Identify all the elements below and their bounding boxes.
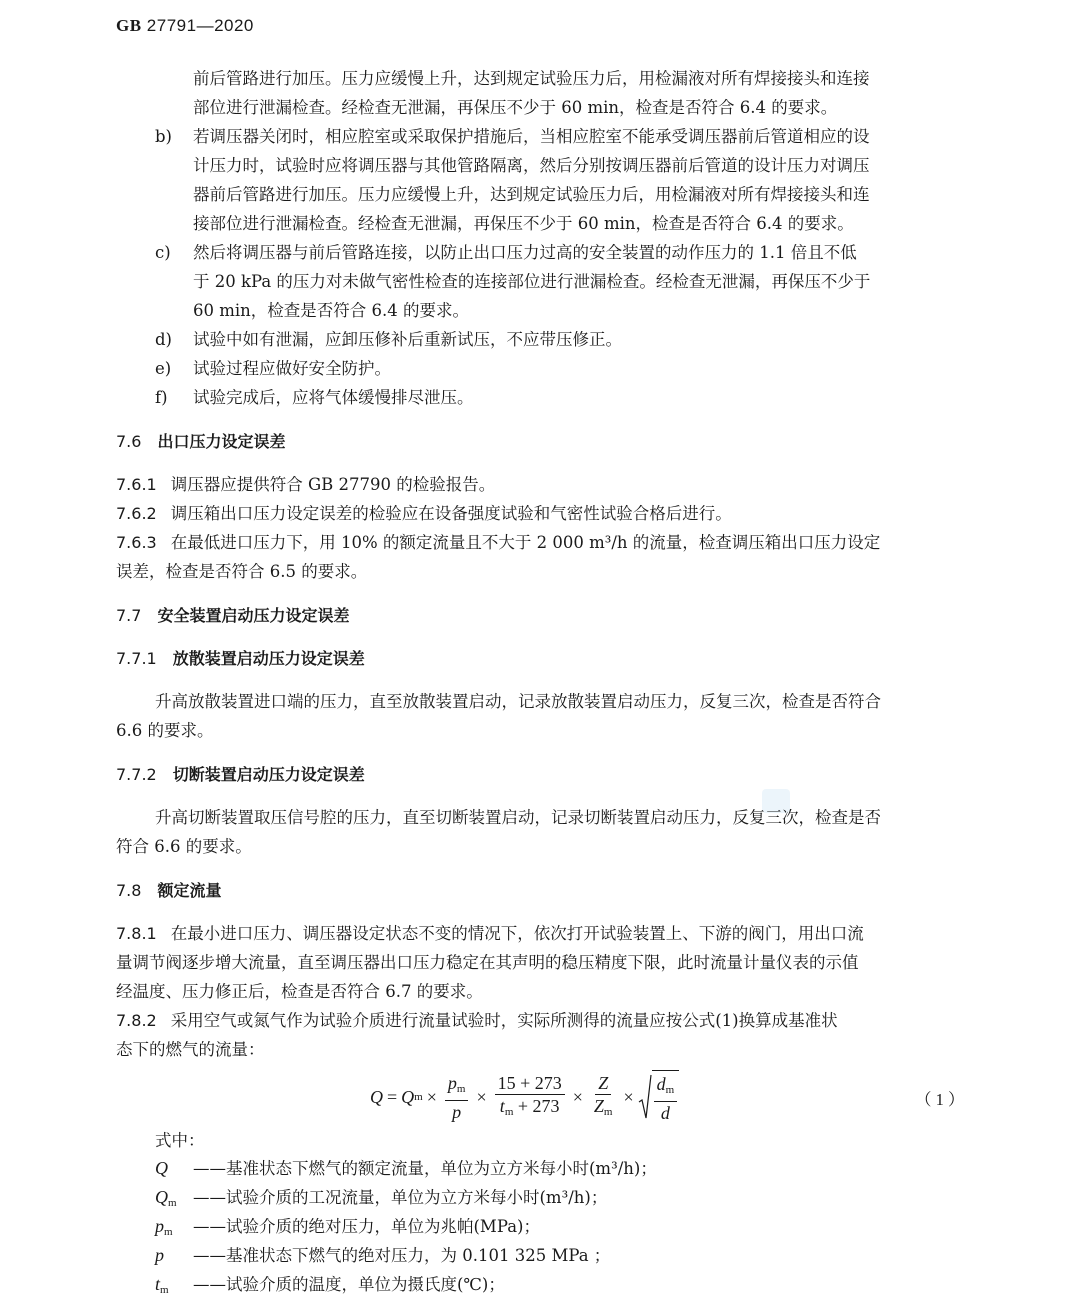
clause-number: 7.6.3 xyxy=(116,533,157,552)
section-title: 切断装置启动压力设定误差 xyxy=(172,765,365,784)
clause-continuation: 误差，检查是否符合 6.5 的要求。 xyxy=(116,562,368,581)
formula-symbol: d xyxy=(656,1074,666,1094)
list-line: 试验中如有泄漏，应卸压修补后重新试压，不应带压修正。 xyxy=(193,330,622,349)
clause-continuation: 量调节阀逐步增大流量，直至调压器出口压力稳定在其声明的稳压精度下限，此时流量计量仪表的示值 xyxy=(116,953,859,972)
square-root xyxy=(638,1070,680,1124)
definition-text: ——试验介质的工况流量，单位为立方米每小时(m³/h)； xyxy=(193,1188,608,1207)
formula-operator: × xyxy=(572,1086,583,1107)
definition-symbol: p xyxy=(155,1216,164,1236)
formula-symbol: p xyxy=(452,1101,462,1122)
formula-term: + 273 xyxy=(513,1095,560,1116)
definition-row xyxy=(155,1215,540,1243)
definition-row xyxy=(155,1273,505,1301)
radical-sign-icon xyxy=(638,1074,652,1120)
section-title: 放散装置启动压力设定误差 xyxy=(172,649,365,668)
section-number: 7.7 xyxy=(116,606,142,625)
definition-subscript: m xyxy=(168,1197,177,1209)
list-line: 器前后管路进行加压。压力应缓慢上升，达到规定试验压力后，用检漏液对所有焊接接头和连 xyxy=(193,185,870,204)
formula-symbol: p xyxy=(447,1072,457,1093)
paragraph-line: 6.6 的要求。 xyxy=(116,721,214,740)
section-heading-7-7-2 xyxy=(116,764,365,786)
clause-7-8-1 xyxy=(116,923,864,945)
where-label: 式中： xyxy=(155,1131,205,1150)
formula-operator: × xyxy=(623,1086,634,1107)
list-line: 接部位进行泄漏检查。经检查无泄漏，再保压不少于 60 min，检查是否符合 6.4 的要求。 xyxy=(193,214,854,233)
list-label-c: c) xyxy=(155,243,171,262)
formula-operator: = xyxy=(387,1086,398,1107)
list-line: 若调压器关闭时，相应腔室或采取保护措施后，当相应腔室不能承受调压器前后管道相应的设 xyxy=(193,127,870,146)
section-heading-7-7 xyxy=(116,605,349,627)
formula-symbol: Z xyxy=(598,1072,609,1093)
clause-continuation: 态下的燃气的流量： xyxy=(116,1040,265,1059)
formula-operator: × xyxy=(476,1086,487,1107)
list-line: 然后将调压器与前后管路连接，以防止出口压力过高的安全装置的动作压力的 1.1 倍且不低 xyxy=(193,243,857,262)
section-heading-7-8 xyxy=(116,880,221,902)
formula-symbol: t xyxy=(499,1095,505,1116)
clause-text: 在最低进口压力下，用 10% 的额定流量且不大于 2 000 m³/h 的流量，检查调压箱出口压力设定 xyxy=(170,533,881,552)
standard-prefix: GB xyxy=(116,16,142,35)
fraction-pressure xyxy=(445,1072,469,1123)
definition-symbol: Q xyxy=(155,1158,168,1178)
document-header xyxy=(116,16,254,36)
list-line: 试验完成后，应将气体缓慢排尽泄压。 xyxy=(193,388,474,407)
clause-number: 7.8.1 xyxy=(116,924,157,943)
list-label-f: f) xyxy=(155,388,168,407)
formula-subscript: m xyxy=(603,1105,613,1118)
section-number: 7.6 xyxy=(116,432,142,451)
paragraph-line: 符合 6.6 的要求。 xyxy=(116,837,252,856)
clause-number: 7.6.2 xyxy=(116,504,157,523)
clause-text: 在最小进口压力、调压器设定状态不变的情况下，依次打开试验装置上、下游的阀门，用出口流 xyxy=(170,924,864,943)
definition-row xyxy=(155,1186,607,1214)
clause-7-8-2 xyxy=(116,1010,838,1032)
formula-subscript: m xyxy=(665,1084,675,1096)
clause-number: 7.8.2 xyxy=(116,1011,157,1030)
list-label-e: e) xyxy=(155,359,172,378)
definition-symbol: t xyxy=(155,1274,161,1294)
clause-continuation: 经温度、压力修正后，检查是否符合 6.7 的要求。 xyxy=(116,982,483,1001)
clause-7-6-3 xyxy=(116,532,880,554)
definition-row xyxy=(155,1244,610,1272)
intro-line: 部位进行泄漏检查。经检查无泄漏，再保压不少于 60 min，检查是否符合 6.4 的要求。 xyxy=(193,98,838,117)
section-heading-7-6 xyxy=(116,431,285,453)
clause-number: 7.6.1 xyxy=(116,475,157,494)
equation-number: （ 1 ） xyxy=(915,1090,965,1109)
section-title: 安全装置启动压力设定误差 xyxy=(157,606,350,625)
section-title: 额定流量 xyxy=(157,881,222,900)
formula-subscript: m xyxy=(456,1082,466,1095)
list-line: 计压力时，试验时应将调压器与其他管路隔离，然后分别按调压器前后管道的设计压力对调压 xyxy=(193,156,870,175)
clause-7-6-1 xyxy=(116,474,495,496)
clause-text: 调压箱出口压力设定误差的检验应在设备强度试验和气密性试验合格后进行。 xyxy=(170,504,732,523)
list-label-d: d) xyxy=(155,330,172,349)
list-line: 60 min，检查是否符合 6.4 的要求。 xyxy=(193,301,470,320)
standard-number: 27791—2020 xyxy=(146,16,254,35)
section-title: 出口压力设定误差 xyxy=(157,432,286,451)
definition-row xyxy=(155,1157,657,1185)
section-number: 7.8 xyxy=(116,881,142,900)
intro-line: 前后管路进行加压。压力应缓慢上升，达到规定试验压力后，用检漏液对所有焊接接头和连接 xyxy=(193,69,870,88)
definition-symbol: Q xyxy=(155,1187,168,1207)
definition-symbol: p xyxy=(155,1245,164,1265)
definition-text: ——基准状态下燃气的绝对压力，为 0.101 325 MPa ； xyxy=(193,1246,611,1265)
clause-text: 调压器应提供符合 GB 27790 的检验报告。 xyxy=(170,475,496,494)
formula-symbol: Q xyxy=(401,1086,415,1107)
formula-operator: × xyxy=(426,1086,437,1107)
definition-text: ——试验介质的温度，单位为摄氏度(℃)； xyxy=(193,1275,505,1294)
fraction-temperature xyxy=(495,1072,565,1123)
definition-subscript: m xyxy=(160,1284,169,1296)
clause-text: 采用空气或氮气作为试验介质进行流量试验时，实际所测得的流量应按公式(1)换算成基准状 xyxy=(170,1011,838,1030)
section-number: 7.7.2 xyxy=(116,765,157,784)
section-number: 7.7.1 xyxy=(116,649,157,668)
definition-text: ——基准状态下燃气的额定流量，单位为立方米每小时(m³/h)； xyxy=(193,1159,657,1178)
list-label-b: b) xyxy=(155,127,172,146)
clause-7-6-2 xyxy=(116,503,732,525)
formula-subscript: m xyxy=(504,1105,514,1118)
formula-symbol: d xyxy=(660,1103,670,1123)
formula-symbol: Z xyxy=(593,1095,604,1116)
formula-subscript: m xyxy=(414,1091,423,1103)
list-line: 试验过程应做好安全防护。 xyxy=(193,359,391,378)
flow-conversion-formula xyxy=(370,1071,679,1123)
fraction-compressibility xyxy=(591,1072,616,1123)
list-line: 于 20 kPa 的压力对未做气密性检查的连接部位进行泄漏检查。经检查无泄漏，再保压不少于 xyxy=(193,272,871,291)
paragraph-line: 升高切断装置取压信号腔的压力，直至切断装置启动，记录切断装置启动压力，反复三次，检查是否 xyxy=(155,808,881,827)
definition-text: ——试验介质的绝对压力，单位为兆帕(MPa)； xyxy=(193,1217,540,1236)
definition-subscript: m xyxy=(164,1226,173,1238)
formula-symbol: Q xyxy=(370,1086,383,1107)
formula-term: 15 + 273 xyxy=(495,1072,565,1095)
section-heading-7-7-1 xyxy=(116,648,365,670)
paragraph-line: 升高放散装置进口端的压力，直至放散装置启动，记录放散装置启动压力，反复三次，检查是否符合 xyxy=(155,692,881,711)
